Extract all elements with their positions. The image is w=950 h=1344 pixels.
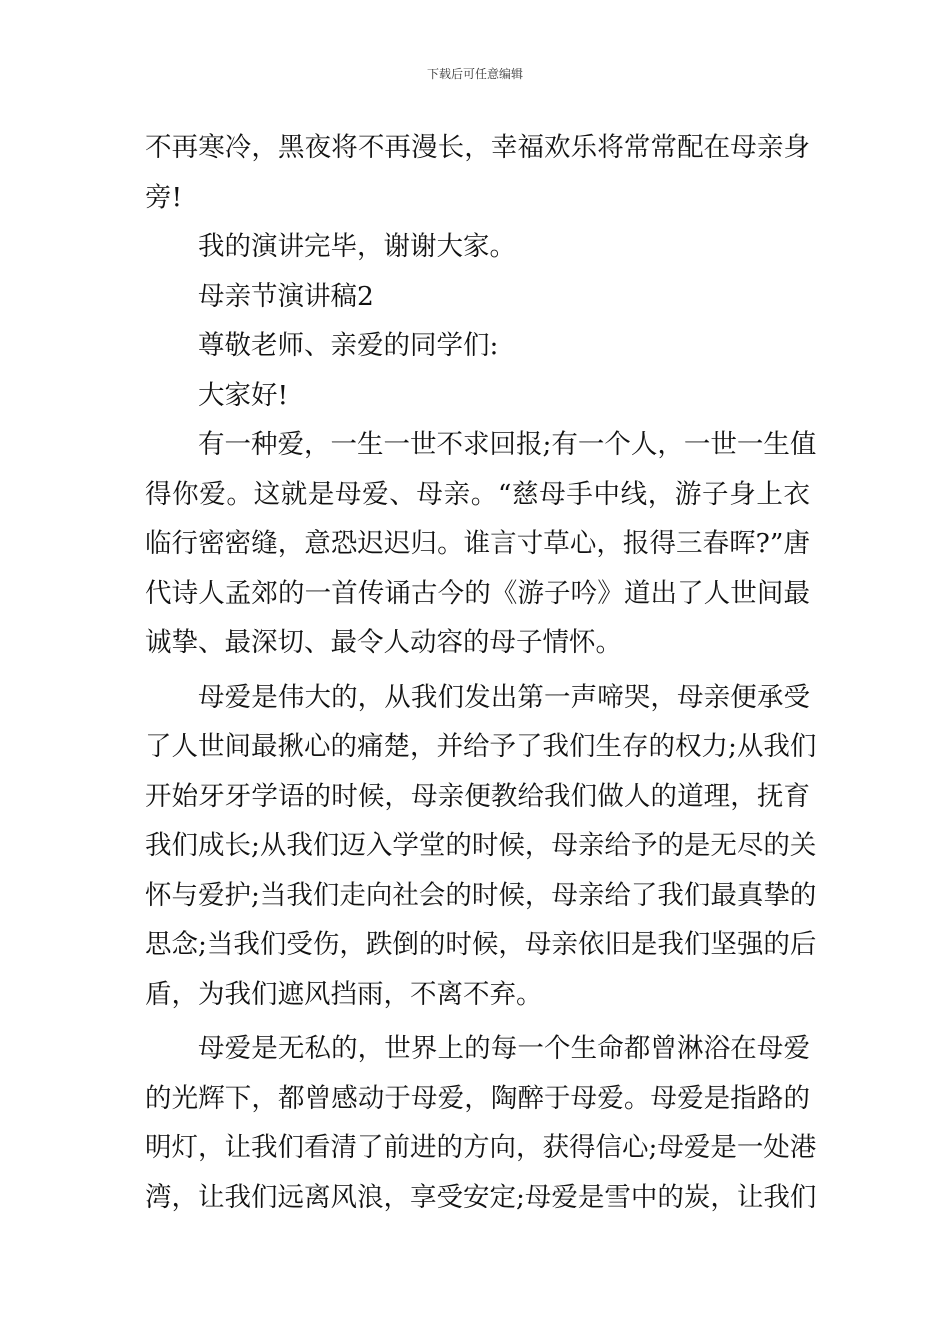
text-line: 母爱是无私的，世界上的每一个生命都曾淋浴在母爱 [198, 1033, 810, 1064]
text-line: 怀与爱护;当我们走向社会的时候，母亲给了我们最真挚的 [145, 879, 817, 911]
text-line: 母爱是伟大的，从我们发出第一声啼哭，母亲便承受 [198, 681, 810, 713]
text-line: 湾，让我们远离风浪，享受安定;母爱是雪中的炭，让我们 [145, 1181, 817, 1213]
text-line: 代诗人孟郊的一首传诵古今的《游子吟》道出了人世间最 [145, 577, 810, 609]
text-line: 盾，为我们遮风挡雨，不离不弃。 [145, 978, 543, 1010]
text-line: 我们成长;从我们迈入学堂的时候，母亲给予的是无尽的关 [145, 830, 817, 861]
section-title: 母亲节演讲稿2 [198, 280, 374, 312]
text-line: 临行密密缝，意恐迟迟归。谁言寸草心，报得三春晖?”唐 [145, 528, 810, 559]
text-line: 开始牙牙学语的时候，母亲便教给我们做人的道理，抚育 [145, 780, 810, 812]
text-line: 我的演讲完毕，谢谢大家。 [198, 231, 516, 262]
text-line: 的光辉下，都曾感动于母爱，陶醉于母爱。母爱是指路的 [145, 1082, 810, 1114]
text-line: 得你爱。这就是母爱、母亲。“慈母手中线，游子身上衣 [145, 478, 810, 510]
text-line: 思念;当我们受伤，跌倒的时候，母亲依旧是我们坚强的后 [145, 929, 817, 960]
salutation: 尊敬老师、亲爱的同学们: [198, 330, 499, 361]
text-line: 不再寒冷，黑夜将不再漫长，幸福欢乐将常常配在母亲身 [145, 132, 810, 163]
text-line: 诚挚、最深切、最令人动容的母子情怀。 [145, 627, 622, 658]
page-header: 下载后可任意编辑 [426, 67, 523, 81]
greeting: 大家好! [198, 379, 289, 411]
text-line: 了人世间最揪心的痛楚，并给予了我们生存的权力;从我们 [145, 731, 817, 762]
document-body [145, 123, 817, 1222]
text-line: 有一种爱，一生一世不求回报;有一个人，一世一生值 [198, 429, 817, 460]
text-line: 旁! [145, 181, 183, 213]
text-line: 明灯，让我们看清了前进的方向，获得信心;母爱是一处港 [145, 1132, 817, 1163]
